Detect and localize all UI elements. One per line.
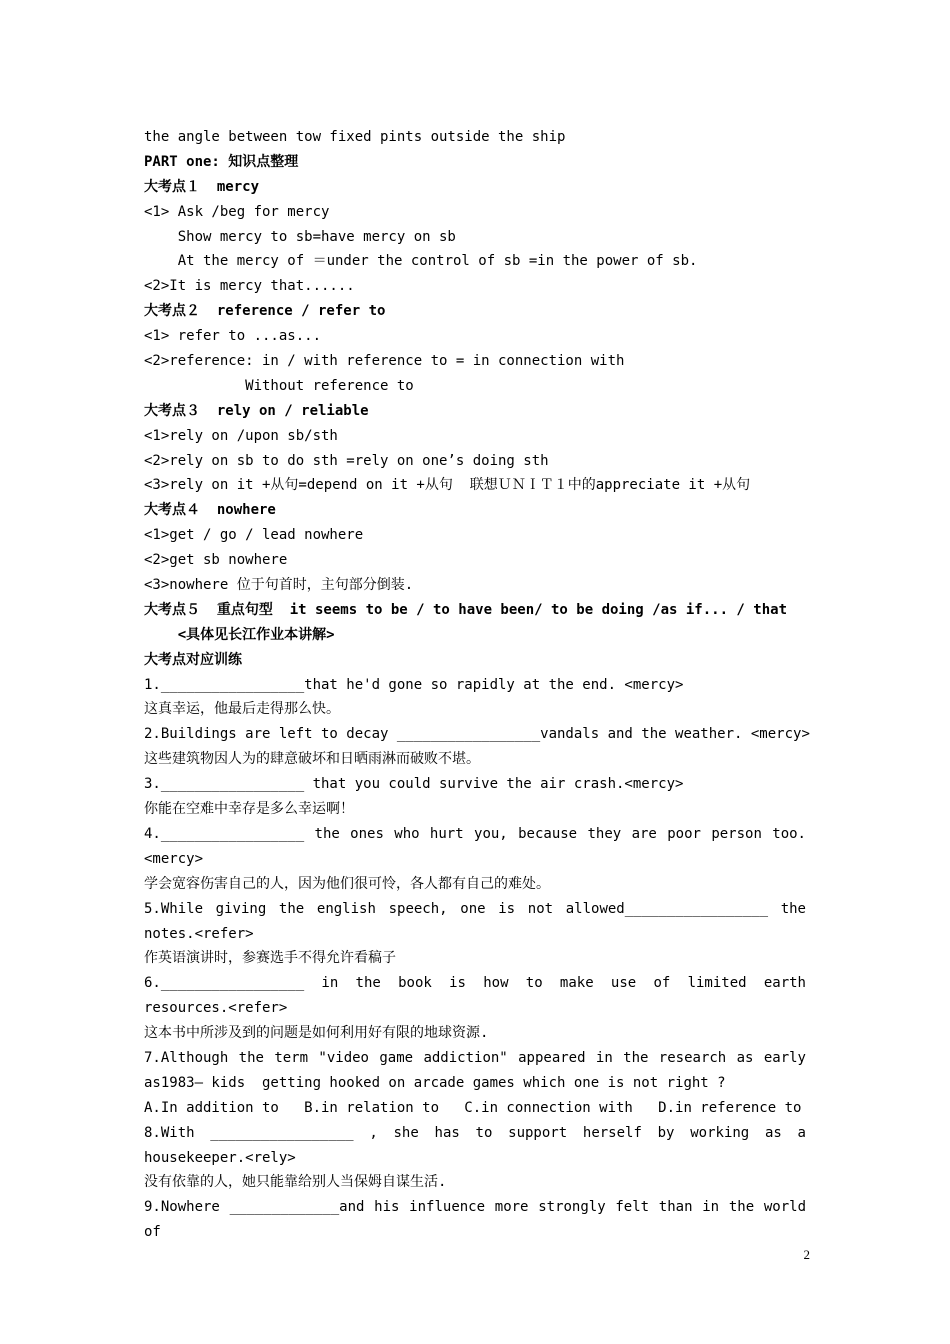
text-line-q4-en-b: <mercy> [144, 850, 204, 867]
text-line-q4-cn: 学会宽容伤害自己的人，因为他们很可怜，各人都有自己的难处。 [144, 875, 550, 892]
text-line-q7-en-a: 7.Although the term "video game addiction" appeared in the research as early [144, 1049, 806, 1066]
text-line-q5-en-b: notes.<refer> [144, 925, 254, 942]
text-line-intro-line: the angle between tow fixed pints outside the ship [144, 129, 566, 145]
text-line-q2-cn: 这些建筑物因人为的肆意破坏和日晒雨淋而破败不堪。 [144, 751, 480, 768]
text-line-q7-options: A.In addition to B.in relation to C.in connection with D.in reference to [144, 1099, 802, 1116]
text-line-point1-item1b: Show mercy to sb=have mercy on sb [144, 228, 456, 245]
text-line-q5-en-a: 5.While giving the english speech, one is not allowed_________________ the [144, 900, 806, 917]
text-line-q4-en-a: 4._________________ the ones who hurt you, because they are poor person too. [144, 825, 806, 842]
text-line-part-heading: PART one: 知识点整理 [144, 153, 299, 170]
text-line-point4-item1: <1>get / go / lead nowhere [144, 527, 364, 544]
text-line-q1-en: 1._________________that he'd gone so rapidly at the end. <mercy> [144, 676, 684, 693]
text-line-q2-en: 2.Buildings are left to decay _________________vandals and the weather. <mercy> [144, 726, 810, 743]
text-line-point2-item2: <2>reference: in / with reference to = in connection with [144, 353, 625, 370]
text-line-point2-item1: <1> refer to ...as... [144, 328, 322, 345]
text-line-point2-item2b: Without reference to [144, 377, 414, 394]
text-line-point4-heading: 大考点４ nowhere [144, 502, 276, 519]
text-line-q7-en-b: as1983— kids getting hooked on arcade games which one is not right ? [144, 1074, 726, 1091]
text-line-q6-en-b: resources.<refer> [144, 1000, 288, 1017]
text-line-q8-cn: 没有依靠的人，她只能靠给别人当保姆自谋生活. [144, 1174, 447, 1191]
text-line-q6-en-a: 6._________________ in the book is how to make use of limited earth [144, 975, 806, 992]
text-line-point2-heading: 大考点２ reference / refer to [144, 303, 386, 320]
text-line-point3-item2: <2>rely on sb to do sth =rely on one’s doing sth [144, 452, 549, 469]
text-line-q9-en-a: 9.Nowhere _____________and his influence more strongly felt than in the world of [144, 1199, 806, 1241]
text-line-practice-heading: 大考点对应训练 [144, 651, 242, 668]
text-line-q8-en-b: housekeeper.<rely> [144, 1149, 296, 1166]
text-line-q1-cn: 这真幸运，他最后走得那么快。 [144, 701, 340, 718]
text-line-q3-cn: 你能在空难中幸存是多么幸运啊！ [144, 801, 354, 818]
text-line-point3-heading: 大考点３ rely on / reliable [144, 402, 369, 419]
text-line-point1-item1: <1> Ask /beg for mercy [144, 203, 330, 220]
text-line-point3-item3: <3>rely on it +从句=depend on it +从句 联想ＵＮＩＴ１中的appreciate it +从句 [144, 477, 751, 494]
text-line-point1-item2: <2>It is mercy that...... [144, 278, 355, 295]
text-line-point4-item2: <2>get sb nowhere [144, 552, 288, 569]
text-line-q3-en: 3._________________ that you could survive the air crash.<mercy> [144, 776, 684, 793]
text-line-point4-item3: <3>nowhere 位于句首时，主句部分倒装. [144, 577, 414, 594]
text-line-point3-item1: <1>rely on /upon sb/sth [144, 427, 338, 444]
text-line-point5-heading: 大考点５ 重点句型 it seems to be / to have been/ to be doing /as if... / that [144, 601, 788, 618]
text-line-q5-cn: 作英语演讲时，参赛选手不得允许看稿子 [144, 950, 396, 967]
text-line-point5-note: <具体见长江作业本讲解> [144, 626, 335, 643]
text-line-q6-cn: 这本书中所涉及到的问题是如何利用好有限的地球资源. [144, 1025, 489, 1042]
text-line-q8-en-a: 8.With _________________ , she has to support herself by working as a [144, 1124, 806, 1141]
text-line-point1-item1c: At the mercy of ＝under the control of sb =in the power of sb. [144, 253, 698, 270]
document-body [144, 125, 810, 1241]
page-number: 2 [803, 1247, 810, 1262]
text-line-point1-heading: 大考点１ mercy [144, 178, 260, 195]
